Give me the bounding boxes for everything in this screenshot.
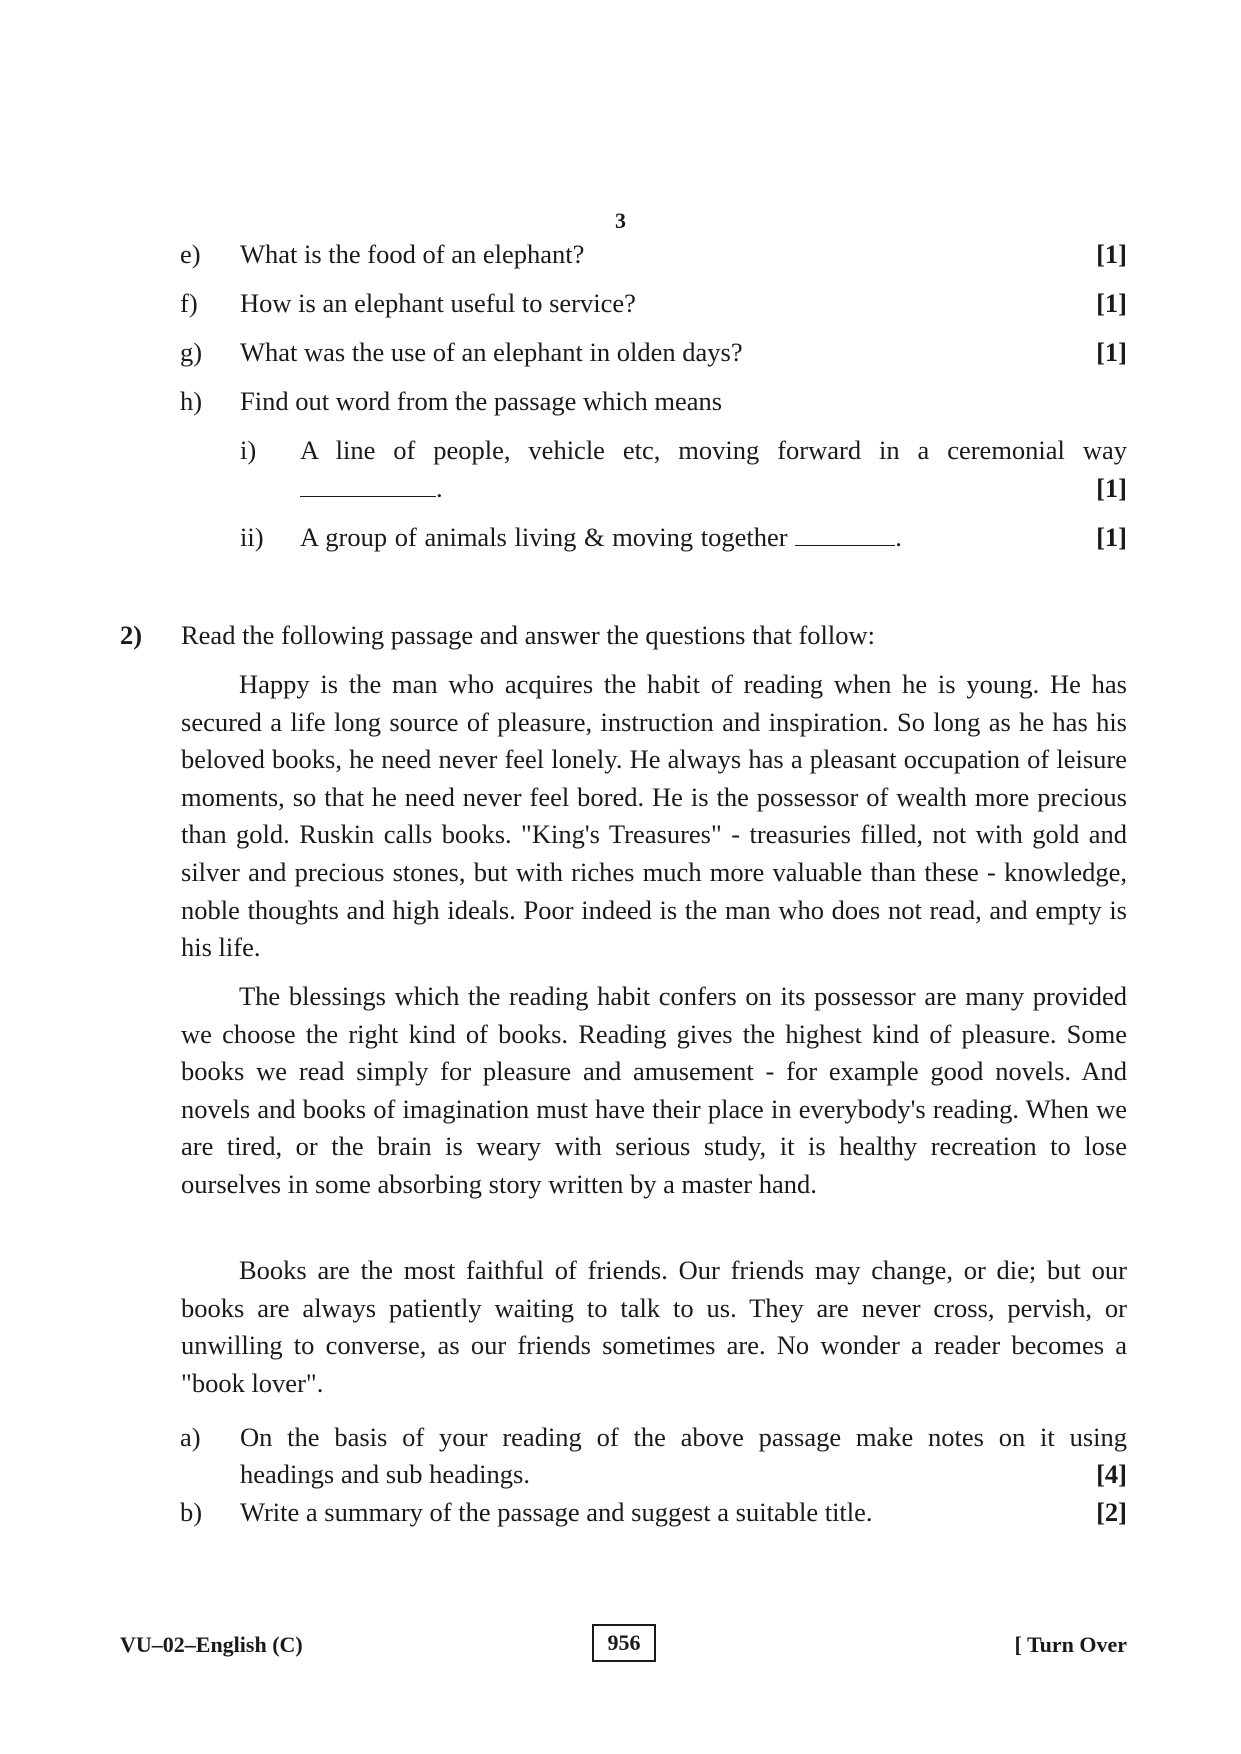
subitem-text-ii-label: A group of animals living & moving together bbox=[300, 522, 788, 552]
footer-paper-code: VU–02–English (C) bbox=[120, 1632, 303, 1657]
answer-blank-ii bbox=[795, 521, 895, 546]
subitem-text-i: A line of people, vehicle etc, moving forward in a ceremonial way bbox=[300, 435, 1127, 465]
task-mark-a: [4] bbox=[1096, 1459, 1127, 1489]
item-label-g: g) bbox=[180, 337, 203, 367]
subitem-mark-ii: [1] bbox=[1096, 522, 1127, 552]
passage-text-1: Happy is the man who acquires the habit of reading when he is young. He has secured a life long source of pleasure, instruction and inspiration. So long as he has his beloved books, he need never feel lonely. He always has a pleasant occupation of leisure moments, so that he need never feel bored. He is the possessor of wealth more precious than gold. Ruskin calls books. "King's Treasures" - treasuries filled, not with gold and silver and precious stones, but with riches much more valuable than these - knowledge, noble thoughts and high ideals. Poor indeed is the man who does not read, and empty is his life. bbox=[181, 669, 1127, 963]
passage-paragraph-2 bbox=[181, 978, 1127, 1204]
question-prompt: Read the following passage and answer the questions that follow: bbox=[181, 620, 875, 650]
passage-text-2: The blessings which the reading habit confers on its possessor are many provided we choose the right kind of books. Reading gives the highest kind of pleasure. Some books we read simply for pleasure and amusement - for example good novels. And novels and books of imagination must have their place in everybody's reading. When we are tired, or the brain is weary with serious study, it is healthy recreation to lose ourselves in some absorbing story written by a master hand. bbox=[181, 981, 1127, 1199]
passage-paragraph-3 bbox=[181, 1252, 1127, 1402]
passage-paragraph-1 bbox=[181, 666, 1127, 967]
answer-blank-i: . bbox=[300, 470, 443, 506]
item-label-e: e) bbox=[180, 239, 201, 269]
task-label-b: b) bbox=[180, 1497, 203, 1527]
task-text-a-line2: headings and sub headings. bbox=[240, 1459, 530, 1489]
task-text-a-line1: On the basis of your reading of the above passage make notes on it using bbox=[240, 1422, 1127, 1452]
item-text-h: Find out word from the passage which means bbox=[240, 386, 723, 416]
footer-page-code: 956 bbox=[592, 1624, 656, 1662]
task-mark-b: [2] bbox=[1096, 1497, 1127, 1527]
page-number: 3 bbox=[615, 208, 626, 233]
item-text-e: What is the food of an elephant? bbox=[240, 239, 585, 269]
item-text-f: How is an elephant useful to service? bbox=[240, 288, 636, 318]
subitem-label-ii: ii) bbox=[240, 522, 264, 552]
item-text-g: What was the use of an elephant in olden days? bbox=[240, 337, 743, 367]
subitem-mark-i: [1] bbox=[1096, 473, 1127, 503]
item-mark-g: [1] bbox=[1096, 337, 1127, 367]
item-mark-f: [1] bbox=[1096, 288, 1127, 318]
question-number: 2) bbox=[120, 620, 143, 650]
item-label-f: f) bbox=[180, 288, 198, 318]
task-text-b: Write a summary of the passage and suggest a suitable title. bbox=[240, 1497, 873, 1527]
item-label-h: h) bbox=[180, 386, 203, 416]
subitem-text-ii: A group of animals living & moving together . bbox=[300, 522, 902, 552]
passage-text-3: Books are the most faithful of friends. Our friends may change, or die; but our books are always patiently waiting to talk to us. They are never cross, pervish, or unwilling to converse, as our friends sometimes are. No wonder a reader becomes a "book lover". bbox=[181, 1255, 1127, 1398]
footer-turn-over: [ Turn Over bbox=[1014, 1632, 1127, 1657]
item-mark-e: [1] bbox=[1096, 239, 1127, 269]
task-label-a: a) bbox=[180, 1422, 201, 1452]
subitem-label-i: i) bbox=[240, 435, 257, 465]
